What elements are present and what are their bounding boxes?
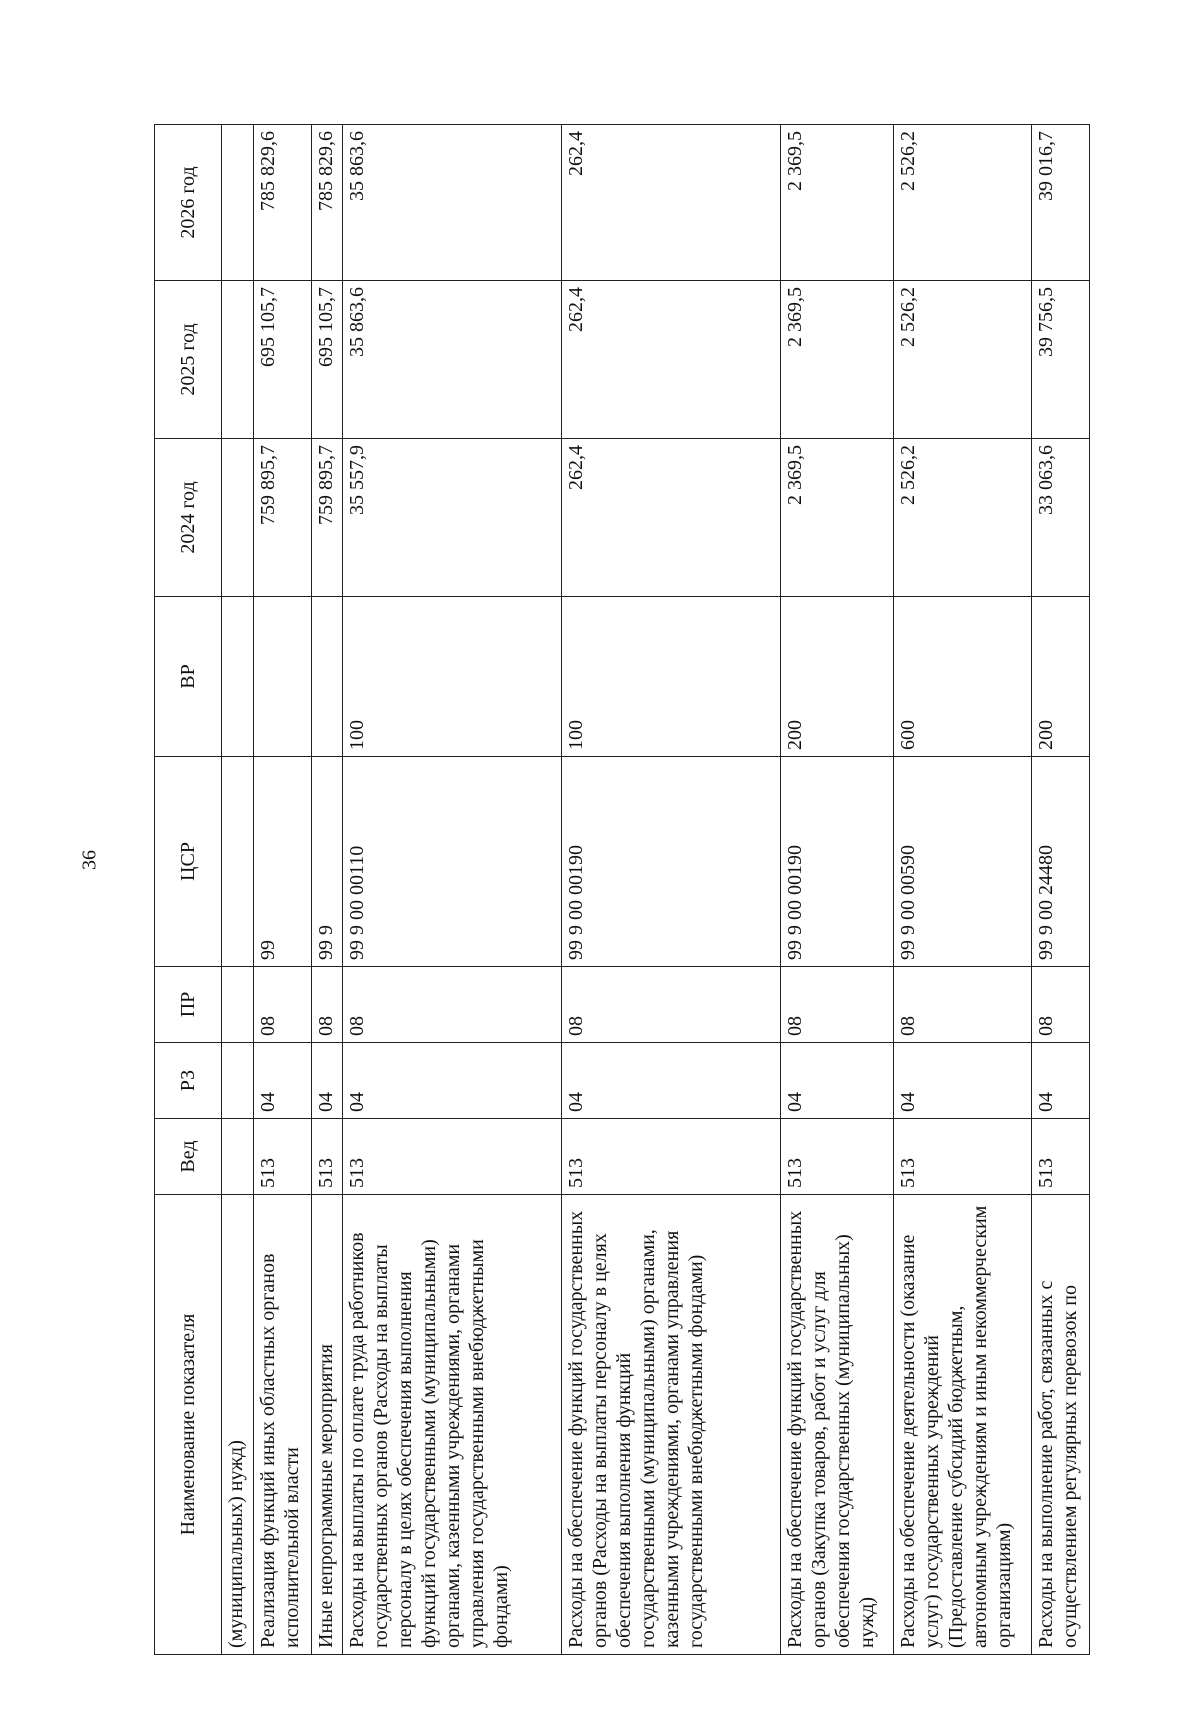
cell-2025: 2 526,2	[894, 281, 1032, 439]
cell-rz: 04	[253, 1043, 311, 1119]
cell-ved: 513	[1031, 1119, 1089, 1195]
cell-pr: 08	[253, 967, 311, 1043]
cell-ved: 513	[343, 1119, 562, 1195]
cell-name: Расходы на выплаты по оплате труда работников государственных органов (Расходы на выплаты персоналу в целях обеспечения выполнения функций государственными (муниципальными) органами, казенными учреждениями, органами управления государственными внебюджетными фондами)	[343, 1195, 562, 1655]
cell-name: Расходы на обеспечение функций государственных органов (Закупка товаров, работ и услуг для обеспечения государственных (муниципальных) нужд)	[780, 1195, 894, 1655]
table-row	[780, 125, 894, 1655]
cell-name: Расходы на обеспечение функций государственных органов (Расходы на выплаты персоналу в целях обеспечения выполнения функций государственными (муниципальными) органами, казенными учреждениями, органами управления государственными внебюджетными фондами)	[561, 1195, 780, 1655]
header-2024: 2024 год	[155, 439, 222, 597]
table-row	[253, 125, 311, 1655]
table-row	[222, 125, 254, 1655]
table-header-row	[155, 125, 222, 1655]
cell-2025: 2 369,5	[780, 281, 894, 439]
cell-2025: 262,4	[561, 281, 780, 439]
cell-2024: 759 895,7	[253, 439, 311, 597]
header-csr: ЦСР	[155, 757, 222, 967]
cell-2025: 35 863,6	[343, 281, 562, 439]
header-pr: ПР	[155, 967, 222, 1043]
cell-2025	[222, 281, 254, 439]
cell-ved	[222, 1119, 254, 1195]
cell-name: Иные непрограммные мероприятия	[311, 1195, 343, 1655]
cell-2024	[222, 439, 254, 597]
cell-csr: 99	[253, 757, 311, 967]
table-row	[1031, 125, 1089, 1655]
cell-2026: 785 829,6	[311, 125, 343, 281]
cell-2026: 35 863,6	[343, 125, 562, 281]
cell-rz: 04	[780, 1043, 894, 1119]
budget-table	[154, 124, 1090, 1655]
cell-pr: 08	[561, 967, 780, 1043]
cell-rz: 04	[343, 1043, 562, 1119]
cell-vr: 100	[561, 597, 780, 757]
cell-2024: 2 526,2	[894, 439, 1032, 597]
rotated-table-container	[154, 125, 1090, 1655]
cell-vr	[222, 597, 254, 757]
cell-csr: 99 9 00 00190	[561, 757, 780, 967]
table-row	[343, 125, 562, 1655]
cell-2026	[222, 125, 254, 281]
cell-vr: 200	[780, 597, 894, 757]
cell-pr	[222, 967, 254, 1043]
cell-vr: 600	[894, 597, 1032, 757]
cell-2026: 2 526,2	[894, 125, 1032, 281]
header-2025: 2025 год	[155, 281, 222, 439]
cell-name: Расходы на выполнение работ, связанных с осуществлением регулярных перевозок по	[1031, 1195, 1089, 1655]
cell-2024: 2 369,5	[780, 439, 894, 597]
cell-rz: 04	[311, 1043, 343, 1119]
cell-vr	[253, 597, 311, 757]
cell-2026: 262,4	[561, 125, 780, 281]
cell-rz: 04	[561, 1043, 780, 1119]
cell-pr: 08	[780, 967, 894, 1043]
cell-ved: 513	[311, 1119, 343, 1195]
cell-pr: 08	[311, 967, 343, 1043]
cell-2026: 2 369,5	[780, 125, 894, 281]
cell-ved: 513	[894, 1119, 1032, 1195]
cell-vr: 200	[1031, 597, 1089, 757]
header-2026: 2026 год	[155, 125, 222, 281]
cell-name: Расходы на обеспечение деятельности (оказание услуг) государственных учреждений (Предоставление субсидий бюджетным, автономным учреждениям и иным некоммерческим организациям)	[894, 1195, 1032, 1655]
cell-2026: 785 829,6	[253, 125, 311, 281]
cell-vr: 100	[343, 597, 562, 757]
cell-vr	[311, 597, 343, 757]
cell-csr: 99 9 00 00190	[780, 757, 894, 967]
cell-rz: 04	[1031, 1043, 1089, 1119]
cell-2026: 39 016,7	[1031, 125, 1089, 281]
cell-ved: 513	[561, 1119, 780, 1195]
table-row	[561, 125, 780, 1655]
header-ved: Вед	[155, 1119, 222, 1195]
page-number: 36	[78, 850, 101, 870]
cell-pr: 08	[1031, 967, 1089, 1043]
table-row	[311, 125, 343, 1655]
cell-rz	[222, 1043, 254, 1119]
cell-csr: 99 9 00 24480	[1031, 757, 1089, 967]
cell-name: (муниципальных) нужд)	[222, 1195, 254, 1655]
cell-ved: 513	[253, 1119, 311, 1195]
cell-2024: 35 557,9	[343, 439, 562, 597]
cell-csr: 99 9	[311, 757, 343, 967]
header-vr: ВР	[155, 597, 222, 757]
cell-csr: 99 9 00 00590	[894, 757, 1032, 967]
cell-csr: 99 9 00 00110	[343, 757, 562, 967]
cell-2024: 759 895,7	[311, 439, 343, 597]
cell-rz: 04	[894, 1043, 1032, 1119]
cell-2025: 695 105,7	[253, 281, 311, 439]
cell-pr: 08	[343, 967, 562, 1043]
cell-2025: 39 756,5	[1031, 281, 1089, 439]
cell-name: Реализация функций иных областных органов исполнительной власти	[253, 1195, 311, 1655]
cell-csr	[222, 757, 254, 967]
cell-2024: 262,4	[561, 439, 780, 597]
cell-ved: 513	[780, 1119, 894, 1195]
cell-pr: 08	[894, 967, 1032, 1043]
header-rz: РЗ	[155, 1043, 222, 1119]
table-row	[894, 125, 1032, 1655]
cell-2024: 33 063,6	[1031, 439, 1089, 597]
cell-2025: 695 105,7	[311, 281, 343, 439]
header-name: Наименование показателя	[155, 1195, 222, 1655]
